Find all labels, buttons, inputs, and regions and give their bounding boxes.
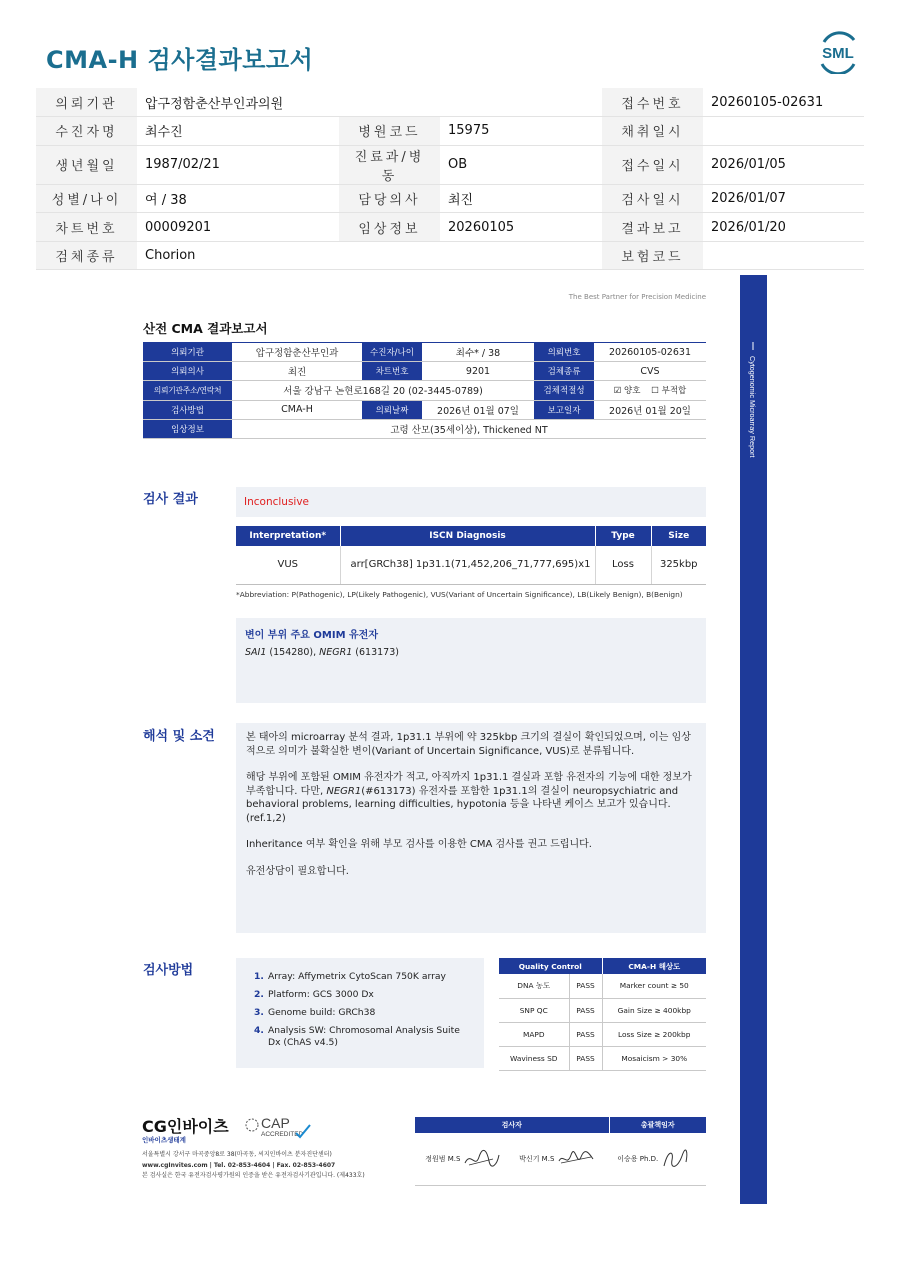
info-label: 의뢰기관 — [36, 88, 137, 117]
info-value: CMA-H — [232, 400, 362, 419]
info-value: 압구정함춘산부인과의원 — [137, 88, 339, 117]
info-label: 검체종류 — [36, 241, 137, 270]
info-label: 성별/나이 — [36, 184, 137, 213]
footer-address: 서울특별시 강서구 마곡중앙8로 38(마곡동, 씨지인바이츠 분자진단센터) — [142, 1151, 332, 1158]
info-label: 진료과/병동 — [339, 145, 440, 184]
info-value: OB — [440, 145, 602, 184]
omim-box — [236, 618, 706, 703]
info-value: 2026/01/20 — [703, 213, 864, 242]
signature-icon — [463, 1147, 501, 1171]
svg-text:SML: SML — [822, 45, 854, 62]
interpretation-box — [236, 723, 706, 933]
specimen-adequacy — [594, 381, 706, 400]
info-value — [703, 117, 864, 146]
interpretation-paragraph: Inheritance 여부 확인을 위해 부모 검사를 이용한 CMA 검사를 권고 드립니다. — [246, 839, 592, 850]
omim-title: 변이 부위 주요 OMIM 유전자 — [245, 630, 378, 641]
method-section-label: 검사방법 — [143, 963, 194, 978]
table-cell: Mosaicism > 30% — [602, 1046, 706, 1070]
table-cell: PASS — [569, 974, 602, 998]
table-row — [36, 117, 864, 146]
svg-text:Cytogenomic Microarray Report: Cytogenomic Microarray Report — [748, 356, 757, 458]
signature-icon — [557, 1147, 595, 1171]
footer-certification: 본 검사실은 한국 유전자검사평가원의 인증을 받은 유전자검사기관입니다. (제433호) — [142, 1172, 365, 1179]
table-row — [36, 213, 864, 242]
page-title: CMA-H 검사결과보고서 — [46, 46, 314, 74]
info-label: 담당의사 — [339, 184, 440, 213]
table-row — [36, 184, 864, 213]
info-label: 보고일자 — [534, 400, 594, 419]
list-text: Array: Affymetrix CytoScan 750K array — [268, 971, 446, 982]
info-label: 생년월일 — [36, 145, 137, 184]
result-table — [236, 526, 706, 585]
text-span: 해당 부위에 포함된 OMIM 유전자가 적고, 아직까지 1p31.1 결실과 포함 유전자의 기능에 대한 정보가 부족합니다. 다만, — [246, 772, 692, 797]
info-label — [339, 88, 440, 117]
table-cell: SNP QC — [499, 998, 569, 1022]
info-label: 채취일시 — [602, 117, 703, 146]
info-value: 최진 — [232, 362, 362, 381]
abbreviation-note: *Abbreviation: P(Pathogenic), LP(Likely Pathogenic), VUS(Variant of Uncertain Significance), LB(Likely Benign), B(Benign) — [236, 590, 683, 599]
footer-contact — [142, 1150, 365, 1182]
col-header: 총괄책임자 — [609, 1117, 706, 1133]
footer-phone: www.cgInvites.com | Tel. 02-853-4604 | Fax. 02-853-4607 — [142, 1161, 336, 1169]
info-label: 의뢰의사 — [143, 362, 232, 381]
info-label: 결과보고 — [602, 213, 703, 242]
table-cell: Loss Size ≥ 200kbp — [602, 1022, 706, 1046]
report-title: 산전 CMA 결과보고서 — [143, 321, 268, 336]
info-value: 여 / 38 — [137, 184, 339, 213]
list-item — [254, 989, 472, 1001]
info-label: 의뢰날짜 — [362, 400, 422, 419]
info-label: 수진자/나이 — [362, 343, 422, 362]
info-value: 서울 강남구 논현로168길 20 (02-3445-0789) — [232, 381, 534, 400]
info-label: 임상정보 — [143, 419, 232, 438]
list-text: Genome build: GRCh38 — [268, 1007, 376, 1018]
omim-genes — [245, 647, 697, 658]
list-item — [254, 1025, 472, 1049]
inadequate-checkbox: ☐ 부적합 — [651, 386, 687, 397]
info-label: 의뢰번호 — [534, 343, 594, 362]
table-cell: PASS — [569, 1022, 602, 1046]
info-label: 검체적절성 — [534, 381, 594, 400]
gene-name: NEGR1 — [319, 647, 353, 658]
info-label: 검사방법 — [143, 400, 232, 419]
examiner-signatures — [415, 1133, 609, 1185]
info-label: 수진자명 — [36, 117, 137, 146]
director-signature — [609, 1133, 706, 1185]
qc-table — [499, 958, 706, 1071]
info-value: 2026/01/05 — [703, 145, 864, 184]
list-item — [254, 1007, 472, 1019]
info-label: 병원코드 — [339, 117, 440, 146]
info-value — [703, 241, 864, 270]
interpretation-section-label: 해석 및 소견 — [143, 729, 215, 744]
list-number: 2. — [254, 989, 264, 1000]
info-label — [339, 241, 440, 270]
info-value: 고령 산모(35세이상), Thickened NT — [232, 419, 706, 438]
signature-table — [415, 1117, 706, 1186]
info-value: 1987/02/21 — [137, 145, 339, 184]
table-row — [36, 88, 864, 117]
table-cell: PASS — [569, 1046, 602, 1070]
result-section-label: 검사 결과 — [143, 492, 198, 507]
info-value: 9201 — [422, 362, 534, 381]
signer-name: 정원범 M.S — [425, 1154, 461, 1163]
svg-text:CAP: CAP — [261, 1115, 290, 1131]
table-cell: Waviness SD — [499, 1046, 569, 1070]
info-value — [440, 241, 602, 270]
cg-invites-logo: CG인바이츠 — [142, 1117, 229, 1136]
signature-icon — [660, 1146, 690, 1172]
list-item — [254, 971, 472, 983]
info-label: 접수일시 — [602, 145, 703, 184]
side-bar-label — [745, 340, 761, 490]
gene-id: (613173) — [352, 647, 399, 658]
info-value: 20260105 — [440, 213, 602, 242]
interpretation-paragraph: 유전상담이 필요합니다. — [246, 865, 349, 877]
col-header: ISCN Diagnosis — [340, 526, 595, 546]
col-header: 검사자 — [415, 1117, 609, 1133]
gene-id: (154280), — [266, 647, 320, 658]
info-label: 보험코드 — [602, 241, 703, 270]
info-value: CVS — [594, 362, 706, 381]
table-cell: Marker count ≥ 50 — [602, 974, 706, 998]
list-number: 3. — [254, 1007, 264, 1018]
table-row — [499, 1046, 706, 1070]
info-value: 15975 — [440, 117, 602, 146]
cg-invites-sublogo: 인바이츠생태계 — [142, 1136, 186, 1144]
col-header: Type — [595, 526, 651, 546]
info-value: 20260105-02631 — [594, 343, 706, 362]
col-header: Size — [651, 526, 706, 546]
patient-info-table — [36, 88, 864, 270]
info-value: 00009201 — [137, 213, 339, 242]
signer-name: 이승용 Ph.D. — [617, 1154, 659, 1163]
table-cell: arr[GRCh38] 1p31.1(71,452,206_71,777,695)x1 — [340, 546, 595, 584]
table-row — [36, 145, 864, 184]
list-number: 4. — [254, 1025, 264, 1036]
gene-name: SAI1 — [245, 647, 267, 658]
interpretation-paragraph — [246, 771, 696, 825]
method-box — [236, 958, 484, 1068]
info-label: 검체종류 — [534, 362, 594, 381]
info-label: 차트번호 — [36, 213, 137, 242]
table-row — [499, 1022, 706, 1046]
info-value — [440, 88, 602, 117]
table-cell: Gain Size ≥ 400kbp — [602, 998, 706, 1022]
sml-logo-icon — [814, 30, 862, 74]
request-info-table — [143, 342, 706, 439]
interpretation-paragraph: 본 태아의 microarray 분석 결과, 1p31.1 부위에 약 325kbp 크기의 결실이 확인되었으며, 이는 임상적으로 의미가 불확실한 변이(Variant of Uncertain Significance, VUS)로 분류됩니다. — [246, 732, 691, 757]
col-header: CMA-H 해상도 — [602, 958, 706, 974]
col-header: Interpretation* — [236, 526, 340, 546]
result-box — [236, 487, 706, 517]
info-label: 의뢰기관 — [143, 343, 232, 362]
result-value: Inconclusive — [244, 496, 310, 508]
table-cell: PASS — [569, 998, 602, 1022]
info-value: 20260105-02631 — [703, 88, 864, 117]
info-value: Chorion — [137, 241, 339, 270]
adequate-checkbox: ☑ 양호 — [613, 386, 641, 397]
table-row — [36, 241, 864, 270]
table-cell: DNA 농도 — [499, 974, 569, 998]
list-text: Analysis SW: Chromosomal Analysis Suite Dx (ChAS v4.5) — [268, 1025, 460, 1048]
info-value: 2026년 01월 20일 — [594, 400, 706, 419]
info-value: 2026/01/07 — [703, 184, 864, 213]
info-value: 최진 — [440, 184, 602, 213]
table-row — [499, 974, 706, 998]
table-cell: Loss — [595, 546, 651, 584]
table-cell: 325kbp — [651, 546, 706, 584]
col-header: Quality Control — [499, 958, 602, 974]
info-value: 최수진 — [137, 117, 339, 146]
info-value: 압구정함춘산부인과 — [232, 343, 362, 362]
signer-name: 박신기 M.S — [519, 1154, 555, 1163]
table-cell: MAPD — [499, 1022, 569, 1046]
table-row — [499, 998, 706, 1022]
info-label: 임상정보 — [339, 213, 440, 242]
text-span: (#613173) 유전자를 포함한 1p31.1의 결실이 neuropsychiatric and behavioral problems, learning difficulties, hypotonia 등을 나타낸 케이스 보고가 있습니다. (ref.1,2) — [246, 785, 679, 824]
svg-text:ACCREDITED: ACCREDITED — [261, 1131, 304, 1138]
info-label: 접수번호 — [602, 88, 703, 117]
cap-accredited-icon — [244, 1113, 314, 1145]
info-value: 최수* / 38 — [422, 343, 534, 362]
info-label: 검사일시 — [602, 184, 703, 213]
info-label: 차트번호 — [362, 362, 422, 381]
table-row — [236, 546, 706, 584]
table-cell: VUS — [236, 546, 340, 584]
list-text: Platform: GCS 3000 Dx — [268, 989, 374, 1000]
info-value: 2026년 01월 07일 — [422, 400, 534, 419]
list-number: 1. — [254, 971, 264, 982]
gene-name: NEGR1 — [326, 785, 362, 797]
info-label: 의뢰기관주소/연락처 — [143, 381, 232, 400]
tagline: The Best Partner for Precision Medicine — [568, 293, 706, 301]
